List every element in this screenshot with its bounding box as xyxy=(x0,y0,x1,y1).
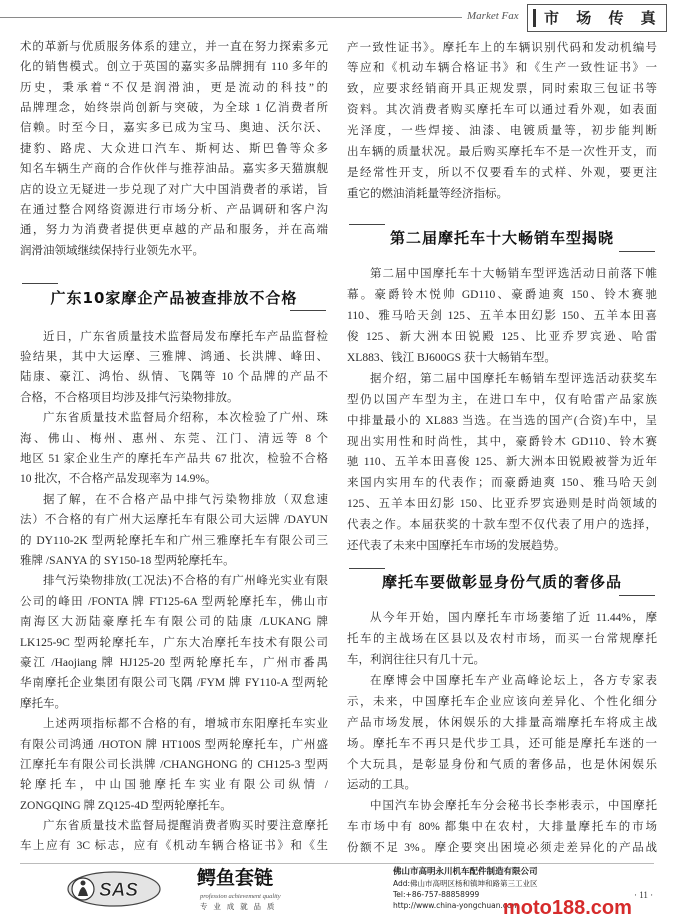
paragraph-line: 雅牌 /SANYA 的 SY150-18 型两轮摩托车。 xyxy=(20,554,235,567)
paragraph-line: 型仍以国产车型为主，在进口车中，仅有哈雷产品家族 xyxy=(347,393,657,406)
paragraph-line: 排气污染物排放(工况法)不合格的有广州峰光实业有限 xyxy=(43,575,328,588)
paragraph-line: 俊 125、新大洲本田锐殿 125、比亚乔罗宾逊、哈雷 xyxy=(347,331,657,344)
paragraph-line: 轮摩托车，中山国驰摩托车实业有限公司纵情 / xyxy=(20,779,328,792)
paragraph-line: 重它的燃油消耗量等经济指标。 xyxy=(347,187,508,200)
paragraph-line: 地区 51 家企业生产的摩托车产品共 67 批次，检验不合格 xyxy=(20,453,328,466)
paragraph-line: 车，利润往往只有几十元。 xyxy=(347,654,485,667)
paragraph-line: 10 批次，不合格产品发现率为 14.9%。 xyxy=(20,473,217,486)
paragraph-line: 历史，秉承着“不仅是润滑油，更是流动的科技”的 xyxy=(20,81,328,94)
paragraph-line: 据了解，在不合格产品中排气污染物排放（双怠速 xyxy=(43,493,328,506)
paragraph-line: 品牌理念，始终崇尚创新与突破，为全球 1 亿消费者所 xyxy=(20,101,328,114)
paragraph-line: 公司的峰田 /FONTA 牌 FT125-6A 型两轮摩托车，佛山市 xyxy=(20,595,328,608)
paragraph xyxy=(347,796,657,859)
watermark: moto188.com xyxy=(503,897,632,919)
paragraph-line: 润滑油领域继续保持行业领先水平。 xyxy=(20,244,204,257)
paragraph xyxy=(20,37,328,261)
paragraph xyxy=(20,571,328,714)
paragraph-line: LK125-9C 型两轮摩托车，广东大冶摩托车技术有限公司 xyxy=(20,636,328,649)
paragraph-line: 110、雅马哈天剑 125、五羊本田幻影 150、五羊本田喜 xyxy=(347,310,657,323)
paragraph-line: 知名车辆生产商的合作伙伴与推荐油品。嘉实多天猫旗舰 xyxy=(20,163,328,176)
paragraph-line: 还代表了未来中国摩托车市场的发展趋势。 xyxy=(347,540,566,552)
paragraph-line: XL883、钱江 BJ600GS 获十大畅销车型。 xyxy=(347,351,556,364)
paragraph-line: 示，未来，中国摩托车企业应该向差异化、个性化细分 xyxy=(347,695,657,708)
paragraph-line: 幕。豪爵铃木悦帅 GD110、豪爵迪爽 150、铃木赛驰 xyxy=(347,289,657,302)
paragraph xyxy=(347,38,657,205)
paragraph-line: 广东省质量技术监督局提醒消费者购买时要注意摩托 xyxy=(43,820,328,833)
section-heading xyxy=(20,261,328,327)
paragraph-line: 广东省质量技术监督局介绍称，本次检验了广州、珠 xyxy=(43,412,328,425)
right-column xyxy=(347,38,657,859)
paragraph-line: 捷豹、路虎、大众进口汽车、斯柯达、斯巴鲁等众多 xyxy=(20,142,328,155)
paragraph-line: 在摩博会中国摩托车产业高峰论坛上，各方专家表 xyxy=(370,674,657,687)
paragraph-line: 产品市场发展，休闲娱乐的大排量高端摩托车将成主战 xyxy=(347,716,657,729)
paragraph-line: 来国内实用车的代表作；而豪爵迪爽 150、雅马哈天剑 xyxy=(347,477,657,490)
left-column xyxy=(20,37,328,857)
brand-slogan-en: profession achievement quality xyxy=(200,893,281,900)
section-heading xyxy=(347,205,657,265)
paragraph-line: 近日，广东省质量技术监督局发布摩托车产品监督检 xyxy=(43,330,328,343)
paragraph xyxy=(20,816,328,857)
paragraph-line: 有限公司鸿通 /HOTON 牌 HT100S 型两轮摩托车，广州盛 xyxy=(20,738,328,751)
paragraph-line: 个大玩具，是彰显身份和气质的奢侈品，也是休闲娱乐 xyxy=(347,758,657,771)
paragraph-line: 合格，不合格项目均涉及排气污染物排放。 xyxy=(20,391,239,404)
paragraph-line: 陆康、豪江、鸿怡、纵情、飞隅等 10 个品牌的产品不 xyxy=(20,371,328,384)
paragraph-line: 通，努力为消费者提供更卓越的产品和服务，并在高端 xyxy=(20,224,328,237)
paragraph-line: 现出实用性和时尚性，其中，豪爵铃木 GD110、铃木赛 xyxy=(347,435,657,448)
section-heading-text: 摩托车要做彰显身份气质的奢侈品 xyxy=(381,572,622,591)
paragraph xyxy=(347,369,657,557)
section-heading-text: 第二届摩托车十大畅销车型揭晓 xyxy=(389,228,614,247)
paragraph xyxy=(347,608,657,671)
paragraph-line: 运动的工具。 xyxy=(347,779,416,792)
page-number: · 11 · xyxy=(634,890,654,900)
header-rule xyxy=(0,17,462,18)
paragraph-line: 华南摩托企业集团有限公司飞隅 /FYM 牌 FY110-A 型两轮 xyxy=(20,677,328,690)
paragraph-line: 的 DY110-2K 型两轮摩托车和广州三雅摩托车有限公司三 xyxy=(20,534,328,547)
section-label-box xyxy=(527,4,667,32)
paragraph-line: 豪江 /Haojiang 牌 HJ125-20 型两轮摩托车，广州市番禺 xyxy=(20,656,328,669)
paragraph-line: 据介绍，第二届中国摩托车畅销车型评选活动获奖车 xyxy=(370,372,657,385)
paragraph-line: 份额不足 3%。摩企要突出困境必须走差异化的产品战 xyxy=(347,842,657,855)
company-web: http://www.china-yongchuan.com xyxy=(393,901,519,910)
paragraph-line: 验结果，其中大运摩、三雅牌、鸿通、长洪牌、峰田、 xyxy=(20,351,328,364)
paragraph-line: 海、佛山、梅州、惠州、东莞、江门、清远等 8 个 xyxy=(20,432,328,445)
paragraph xyxy=(347,264,657,368)
section-heading-text: 广东10家摩企产品被查排放不合格 xyxy=(50,288,298,307)
paragraph-line: 出车辆的质量状况。最后购买摩托车不是一次性开支，而 xyxy=(347,145,657,158)
paragraph-line: 中国汽车协会摩托车分会秘书长李彬表示，中国摩托 xyxy=(370,800,657,813)
paragraph-line: 中排量最小的 XL883 当选。在当选的国产(合资)车中，呈 xyxy=(347,414,657,427)
paragraph-line: 在通过整合网络资源进行市场分析、产品调研和客户沟 xyxy=(20,203,328,216)
paragraph-line: 等应和《机动车辆合格证书》和《生产一致性证书》一 xyxy=(347,62,657,75)
paragraph-line: 资料。其次消费者购买摩托车可以通过看外观，如表面 xyxy=(347,104,657,117)
publication-name: Market Fax xyxy=(467,10,519,22)
company-tel: Tel:+86-757-88858999 xyxy=(393,890,480,899)
paragraph-line: 法）不合格的有广州大运摩托车有限公司大运牌 /DAYUN xyxy=(20,514,328,527)
paragraph-line: 光泽度，一些焊接、油漆、电镀质量等，初步能判断 xyxy=(347,125,657,138)
paragraph-line: 第二届中国摩托车十大畅销车型评选活动日前落下帷 xyxy=(370,268,657,281)
footer-rule xyxy=(20,863,654,864)
paragraph-line: 驰 110、五羊本田喜俊 125、新大洲本田锐殿被誉为近年 xyxy=(347,456,657,469)
paragraph-line: 车上应有 3C 标志，应有《机动车辆合格证书》和《生 xyxy=(20,840,328,853)
paragraph-line: 代表之作。本届获奖的十款车型不仅代表了用户的选择， xyxy=(347,519,657,532)
paragraph-line: 场。摩托车不再只是代步工具，还可能是摩托车迷的一 xyxy=(347,737,657,750)
paragraph xyxy=(347,671,657,796)
paragraph-line: 术的革新与优质服务体系的建立，并一直在努力探索多元 xyxy=(20,40,328,53)
brand-name: 鳄鱼套链 xyxy=(197,867,274,889)
paragraph xyxy=(20,327,328,409)
paragraph-line: 产一致性证书》。摩托车上的车辆识别代码和发动机编号 xyxy=(347,41,657,54)
paragraph xyxy=(20,490,328,572)
paragraph-line: 化的销售模式。创立于英国的嘉实多品牌拥有 110 多年的 xyxy=(20,61,328,74)
company-name: 佛山市高明永川机车配件制造有限公司 xyxy=(393,867,538,877)
paragraph-line: 信赖。时至今日，嘉实多已成为宝马、奥迪、沃尔沃、 xyxy=(20,122,328,135)
section-label: 市 场 传 真 xyxy=(544,9,662,27)
section-heading xyxy=(347,557,657,608)
paragraph-line: 125、五羊本田幻影 150、比亚乔罗宾逊则是时尚领域的 xyxy=(347,498,657,511)
paragraph-line: 江摩托车有限公司长洪牌 /CHANGHONG 的 CH125-3 型两 xyxy=(20,758,328,771)
paragraph-line: 摩托车。 xyxy=(20,697,66,710)
paragraph-line: 南海区大沥陆豪摩托车有限公司的陆康 /LUKANG 牌 xyxy=(20,616,328,629)
paragraph-line: 是经常性开支，所以不仅要看车的式样、外观，要更注 xyxy=(347,166,657,179)
paragraph xyxy=(20,714,328,816)
brand-slogan-cn: 专 业 成 就 品 质 xyxy=(200,902,277,911)
paragraph-line: ZONGQING 牌 ZQ125-4D 型两轮摩托车。 xyxy=(20,799,232,812)
paragraph-line: 从今年开始，国内摩托车市场萎缩了近 11.44%，摩 xyxy=(370,612,657,625)
section-label-bar xyxy=(533,9,536,27)
paragraph-line: 店的设立无疑进一步兑现了对广大中国消费者的承诺，旨 xyxy=(20,183,328,196)
paragraph xyxy=(20,408,328,490)
logo-text: SAS xyxy=(99,880,139,901)
paragraph-line: 致，应要求经销商开具正规发票，同时索取三包证书等 xyxy=(347,83,657,96)
paragraph-line: 上述两项指标都不合格的有，增城市东阳摩托车实业 xyxy=(43,718,328,731)
company-address: Add:佛山市高明区杨和镇坤和路第三工业区 xyxy=(393,879,538,888)
paragraph-line: 车市场中有 80% 都集中在农村，大排量摩托车的市场 xyxy=(347,821,657,834)
paragraph-line: 托车的主战场在区县以及农村市场，而买一台常规摩托 xyxy=(347,633,657,646)
sas-logo xyxy=(66,869,162,909)
